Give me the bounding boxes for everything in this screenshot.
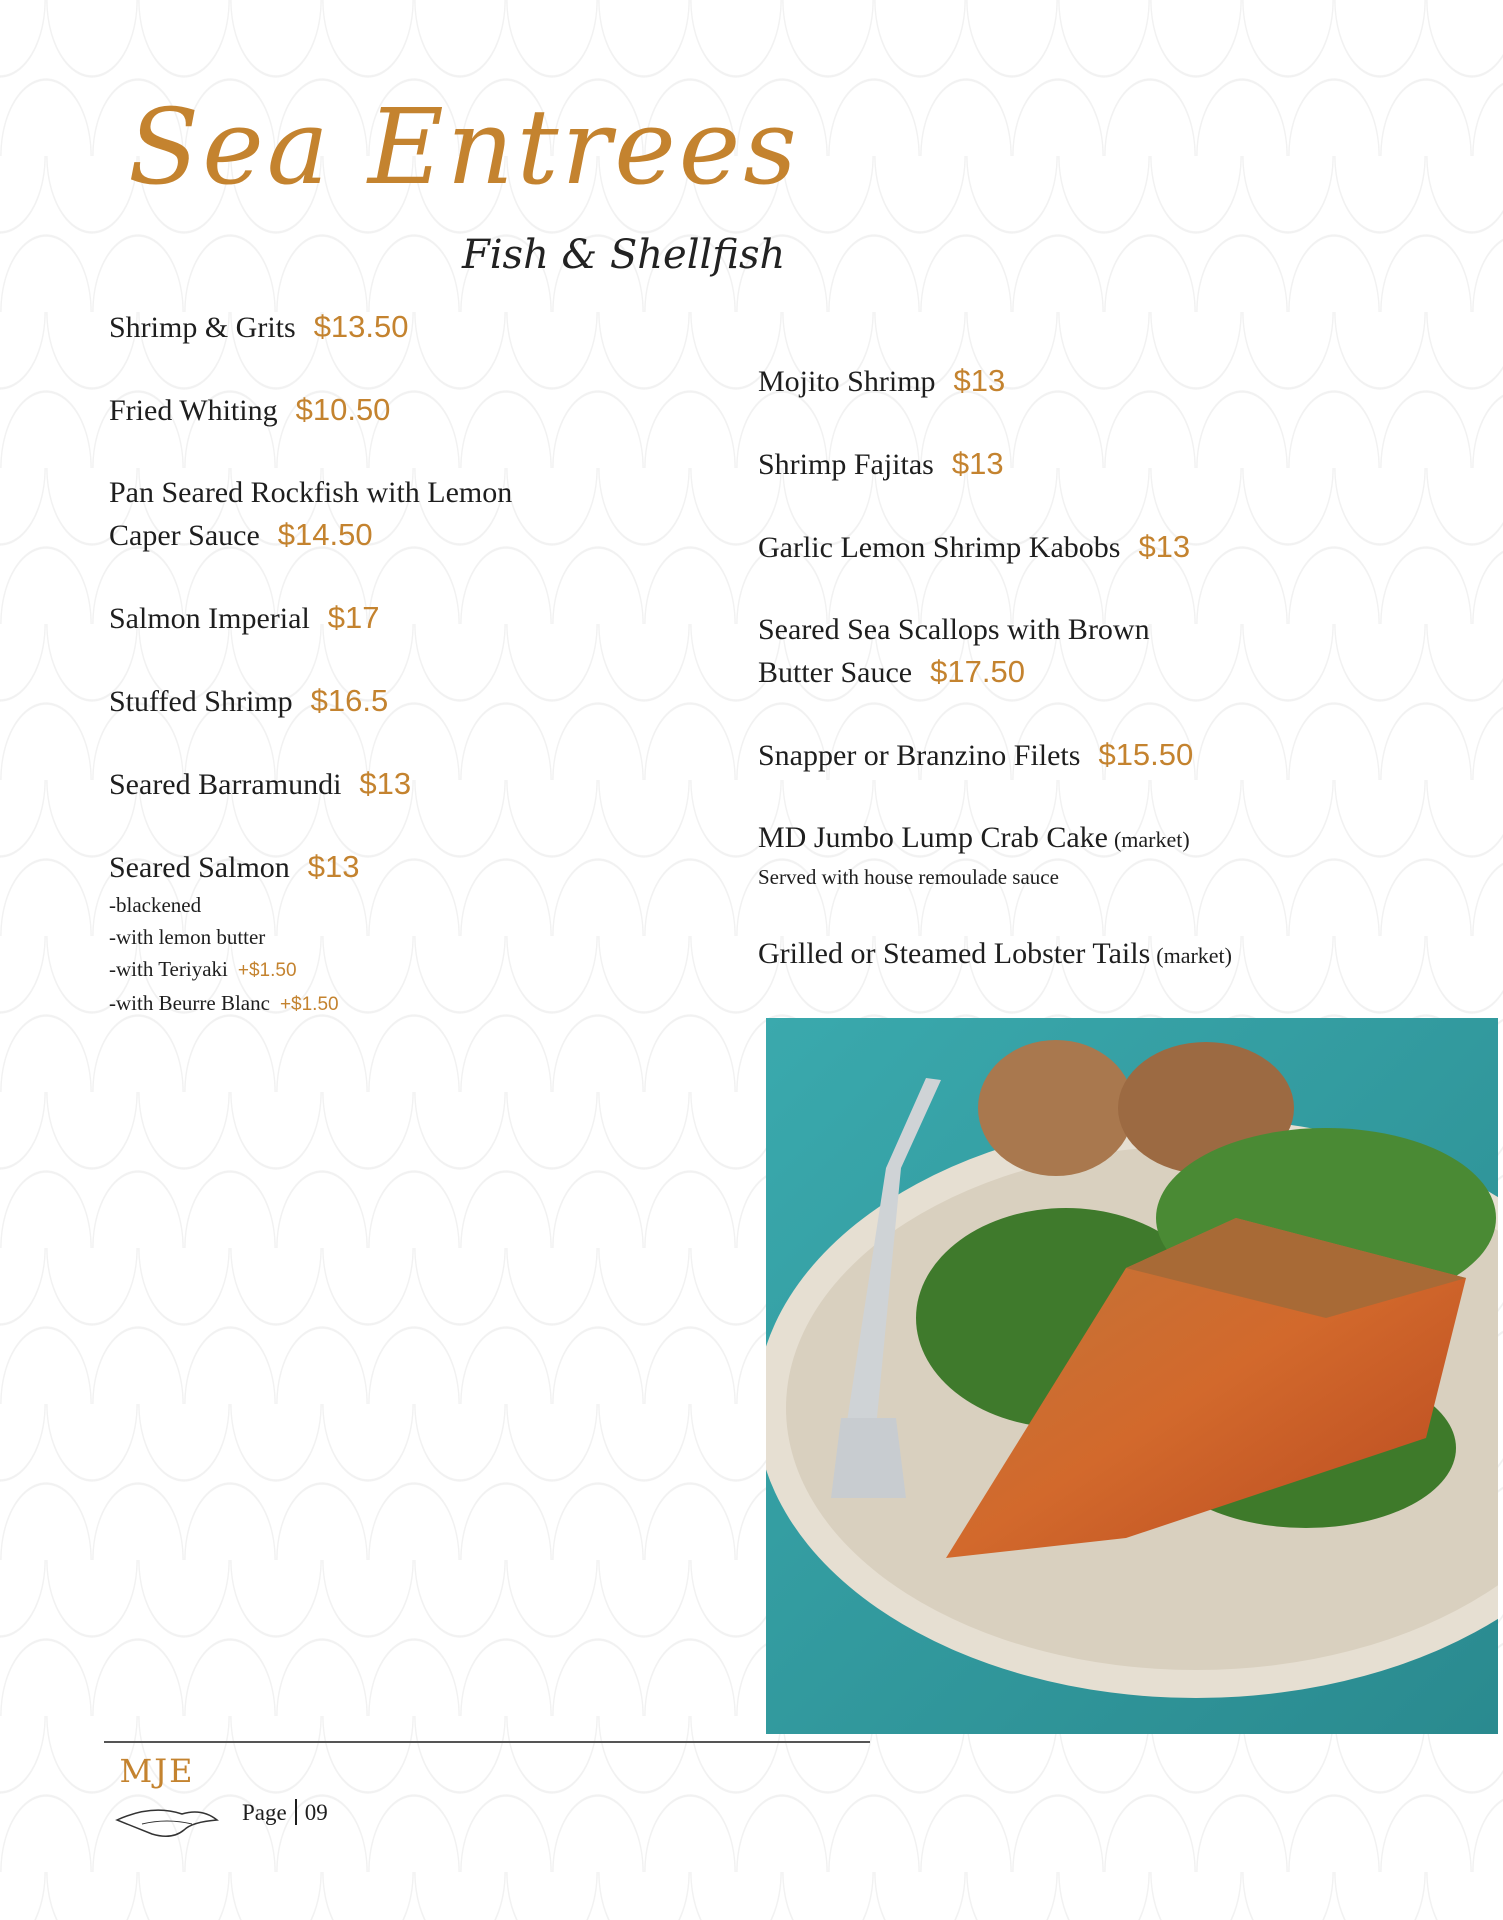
item-name: MD Jumbo Lump Crab Cake	[758, 821, 1108, 854]
menu-item	[109, 763, 669, 806]
item-name: Stuffed Shrimp	[109, 685, 293, 718]
menu-item	[758, 817, 1478, 893]
item-price: $13	[1138, 529, 1191, 564]
page-number	[242, 1799, 328, 1826]
menu-item	[758, 526, 1478, 569]
item-name: Seared Barramundi	[109, 768, 342, 801]
item-name-line1: Seared Sea Scallops with Brown	[758, 613, 1150, 646]
item-price: $13	[359, 766, 412, 801]
item-market-price: (market)	[1113, 827, 1190, 852]
menu-item	[758, 443, 1478, 486]
salmon-dish-photo	[766, 1018, 1498, 1734]
item-price: $10.50	[295, 392, 391, 427]
item-name: Fried Whiting	[109, 394, 278, 427]
item-name: Snapper or Branzino Filets	[758, 739, 1081, 772]
menu-item	[109, 306, 669, 349]
item-description: Served with house remoulade sauce	[758, 865, 1059, 889]
item-name: Seared Salmon	[109, 851, 290, 884]
item-price: $17	[327, 600, 380, 635]
left-menu-column	[109, 306, 669, 1061]
item-name-line2: Butter Sauce	[758, 656, 913, 689]
page-number-value: 09	[304, 1800, 328, 1825]
option-price: +$1.50	[279, 994, 339, 1015]
item-name-line2: Caper Sauce	[109, 519, 260, 552]
menu-item	[109, 846, 669, 1021]
option-label: -with Beurre Blanc	[109, 991, 270, 1015]
mje-logo	[112, 1752, 222, 1846]
page-subtitle: Fish & Shellfish	[462, 232, 786, 278]
item-name: Shrimp & Grits	[109, 311, 296, 344]
option-label: -with lemon butter	[109, 925, 266, 949]
logo-wordmark: MJE	[119, 1752, 195, 1790]
item-price: $13.50	[313, 309, 409, 344]
menu-item	[758, 609, 1478, 694]
item-price: $15.50	[1098, 737, 1194, 772]
item-option	[109, 889, 669, 921]
page-title: Sea Entrees	[128, 86, 800, 208]
menu-item	[109, 472, 669, 557]
item-name: Garlic Lemon Shrimp Kabobs	[758, 531, 1121, 564]
item-price: $16.5	[310, 683, 389, 718]
item-name-line1: Pan Seared Rockfish with Lemon	[109, 476, 513, 509]
option-label: -with Teriyaki	[109, 957, 228, 981]
right-menu-column	[758, 360, 1478, 1017]
item-option	[109, 921, 669, 953]
item-price: $13	[951, 446, 1004, 481]
eagle-icon	[112, 1800, 222, 1846]
item-price: $17.50	[930, 654, 1025, 689]
menu-item	[758, 734, 1478, 777]
option-price: +$1.50	[237, 960, 297, 981]
menu-item	[109, 389, 669, 432]
item-option	[109, 987, 669, 1021]
item-name: Shrimp Fajitas	[758, 448, 934, 481]
item-price: $14.50	[277, 517, 373, 552]
item-name: Grilled or Steamed Lobster Tails	[758, 937, 1151, 970]
option-label: -blackened	[109, 893, 202, 917]
item-option	[109, 953, 669, 987]
menu-item	[109, 597, 669, 640]
page-label: Page	[242, 1800, 287, 1825]
item-name: Salmon Imperial	[109, 602, 310, 635]
item-price: $13	[307, 849, 360, 884]
page-separator	[295, 1799, 297, 1825]
item-name: Mojito Shrimp	[758, 365, 936, 398]
menu-item	[758, 360, 1478, 403]
item-price: $13	[953, 363, 1006, 398]
item-market-price: (market)	[1156, 943, 1232, 968]
footer-divider	[104, 1741, 870, 1743]
menu-item	[758, 933, 1478, 977]
menu-item	[109, 680, 669, 723]
